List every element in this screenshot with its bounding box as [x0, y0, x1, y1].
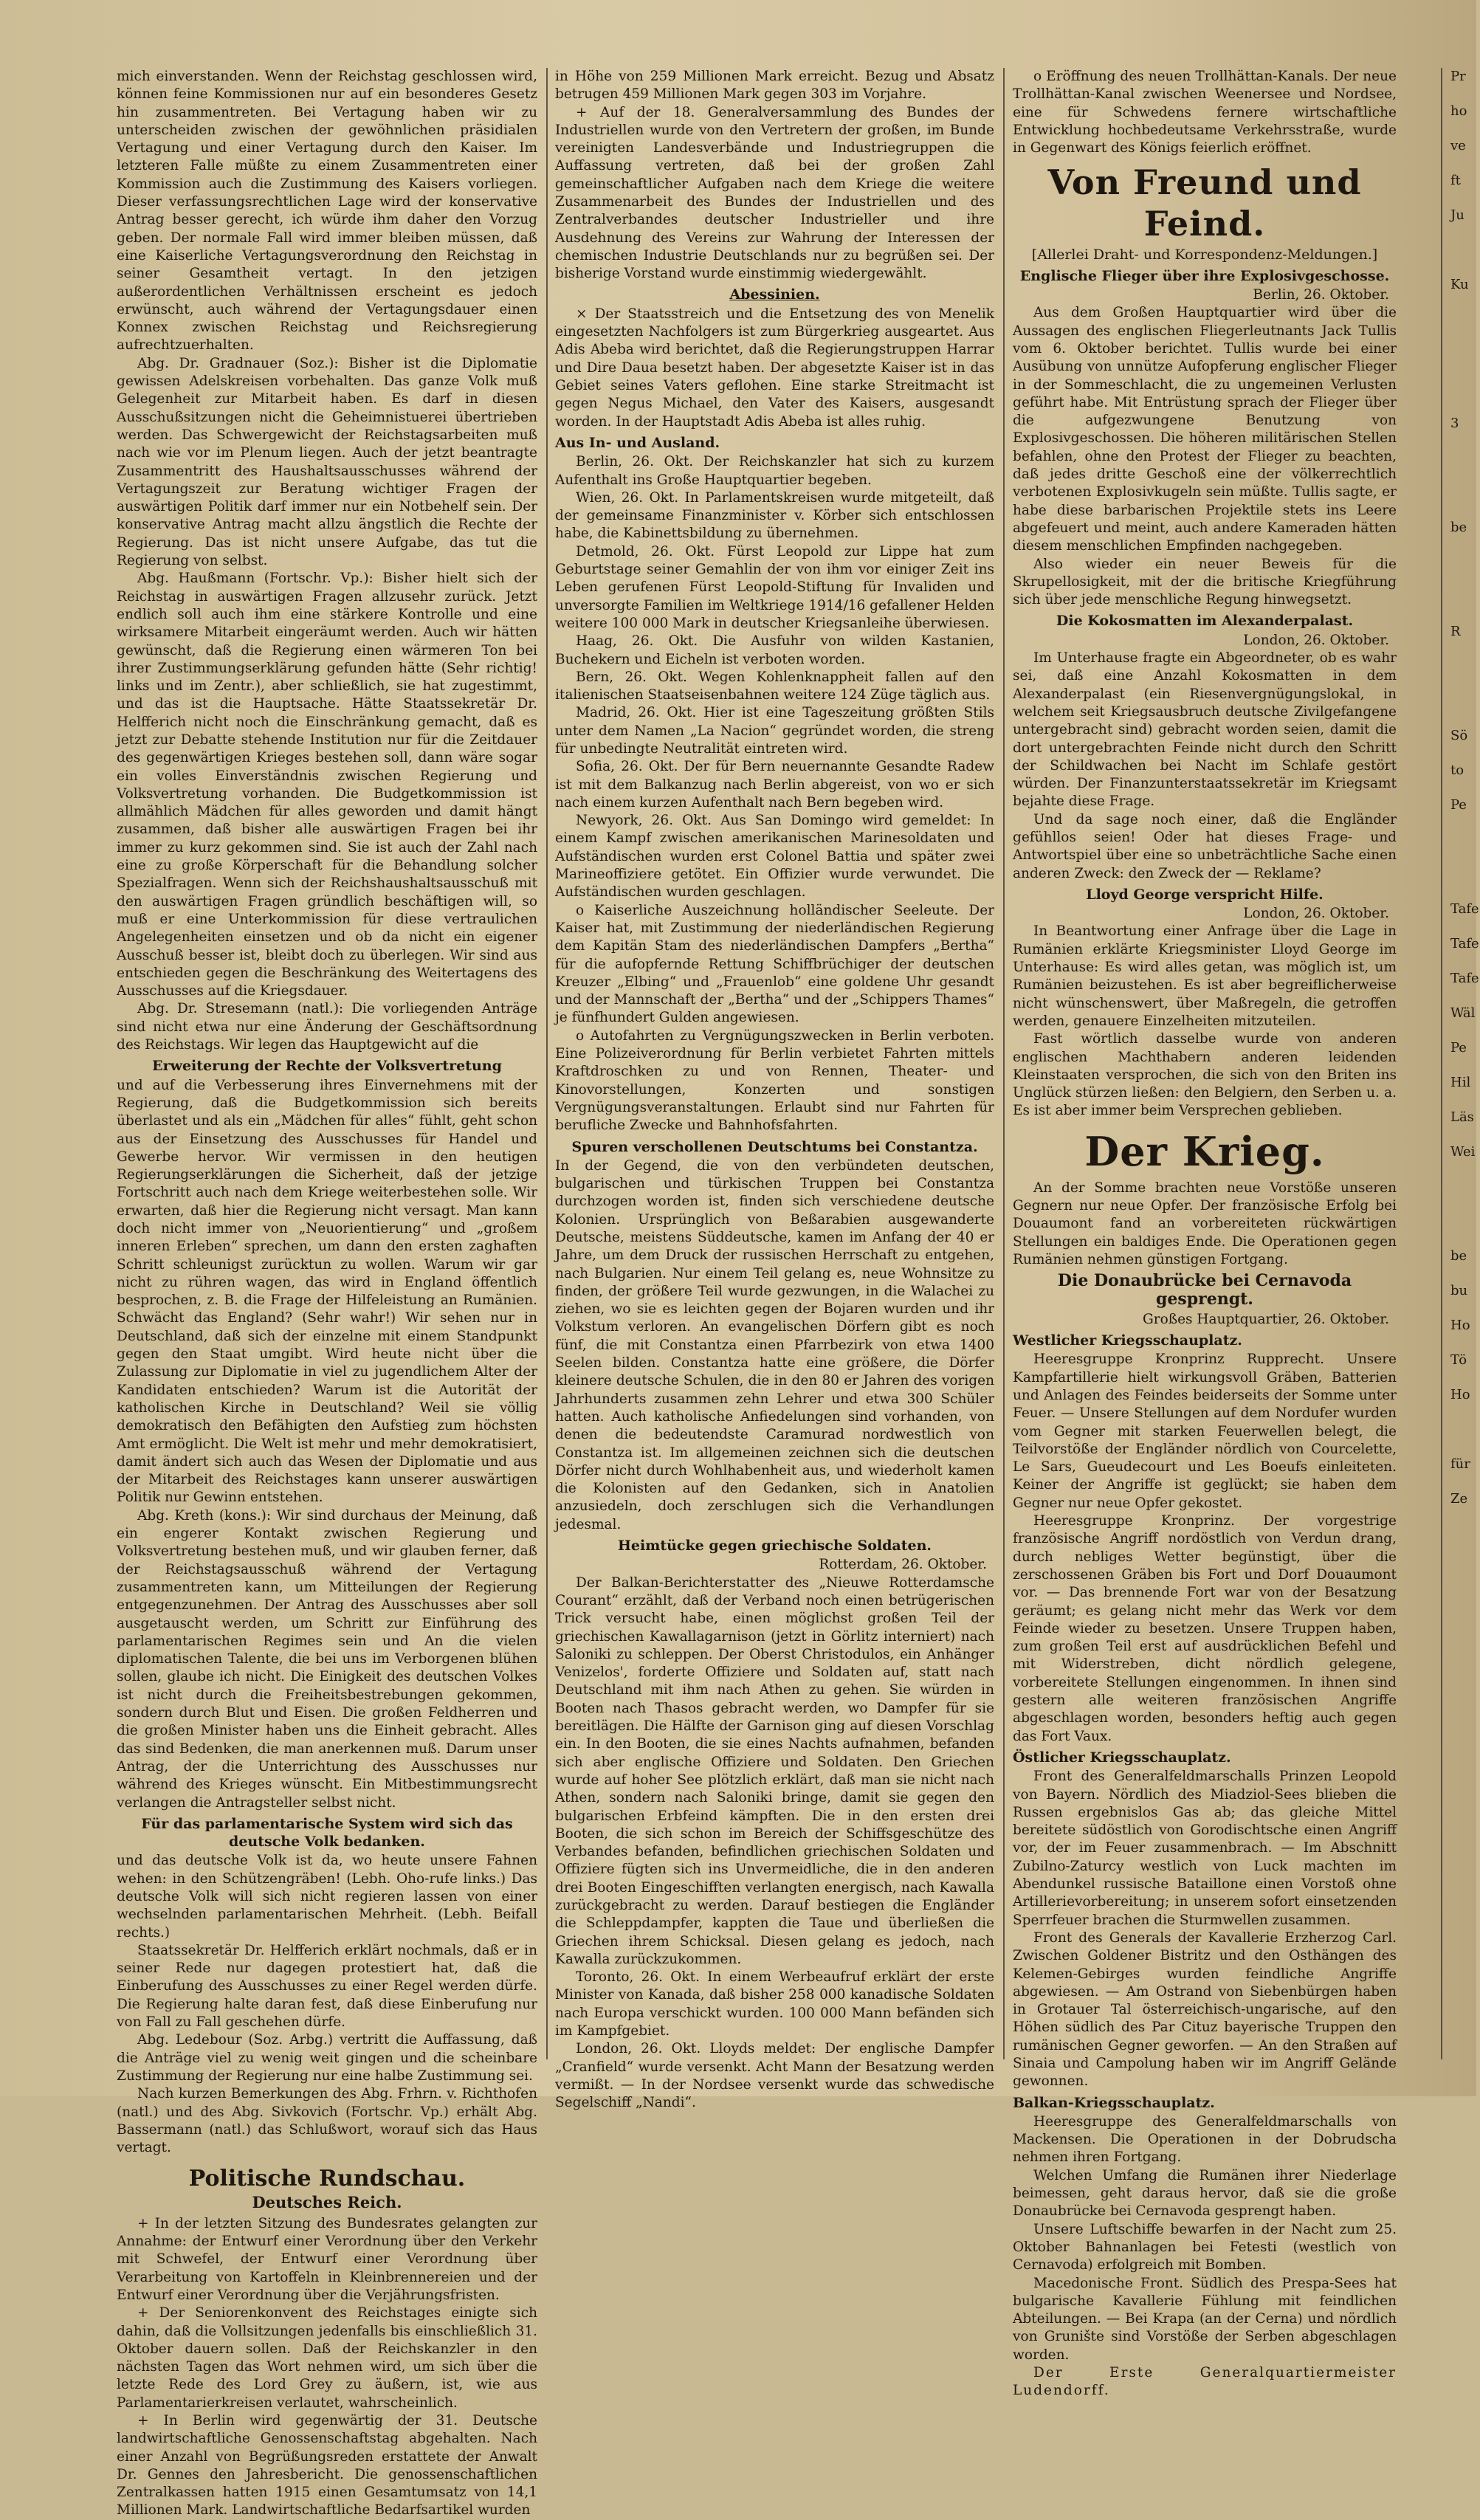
edge-fragment	[1450, 345, 1480, 380]
edge-fragment: Hil	[1450, 1075, 1471, 1090]
article-paragraph: Staatssekretär Dr. Helfferich erklärt nochmals, daß er in seiner Rede nur dagegen protestiert hat, daß die Einberufung des Ausschusses zu einer Regel werden dürfe. Die Regierung halte daran fest, daß diese Einberufung nur von Fall zu Fall geschehen dürfe.	[117, 1942, 537, 2031]
edge-fragment: Pe	[1450, 797, 1467, 813]
edge-fragment: ft	[1450, 173, 1461, 188]
news-item: Newyork, 26. Okt. Aus San Domingo wird gemeldet: In einem Kampf zwischen amerikanischen Marinesoldaten und Aufständischen wurden erst Colonel Battia und später zwei Marineoffiziere getötet. Ein Offizier wurde verwundet. Die Aufständischen wurden geschlagen.	[555, 813, 994, 901]
edge-fragment	[1450, 831, 1480, 866]
article-paragraph: und das deutsche Volk ist da, wo heute unsere Fahnen wehen: in den Schützengräben! (Lebh. Oho-rufe links.) Das deutsche Volk will sich nicht regieren lassen von einer wechselnden parlamentarischen Mehrheit. (Lebh. Beifall rechts.)	[117, 1853, 537, 1941]
news-item: Wien, 26. Okt. In Parlamentskreisen wurde mitgeteilt, daß der gemeinsame Finanzminister v. Körber sich entschlossen habe, die Kabinettsbildung zu übernehmen.	[555, 489, 994, 542]
edge-fragment: Pr	[1450, 69, 1466, 84]
dateline: Berlin, 26. Oktober.	[1253, 287, 1389, 303]
news-item: Madrid, 26. Okt. Hier ist eine Tageszeitung größten Stils unter dem Namen „La Nacion“ gegründet worden, die streng für unbedingte Neutralität eintreten wird.	[555, 705, 994, 757]
edge-fragment: Ho	[1450, 1387, 1470, 1402]
section-subheading: [Allerlei Draht- und Korrespondenz-Meldungen.]	[1031, 247, 1378, 264]
edge-fragment	[1450, 1213, 1480, 1247]
edge-fragment: Wäl	[1450, 1005, 1476, 1021]
edge-fragment	[1450, 450, 1480, 484]
article-paragraph: In der Gegend, die von den verbündeten deutschen, bulgarischen und türkischen Truppen bei Constantza durchzogen worden ist, finden sich verschiedene deutsche Kolonien. Ursprünglich von Beßarabien ausgewanderte Deutsche, meistens Süddeutsche, kamen im Anfang der 40 er Jahre, um dem Druck der russischen Herrschaft zu entgehen, nach Bulgarien. Nur einem Teil gelang es, neue Wohnsitze zu finden, der größere Teil wurde gezwungen, in die Walachei zu ziehen, wo sie es leichten gegen der Bojaren wurden und ihr Volkstum verloren. An evangelischen Dörfern gibt es noch fünf, die mit Constantza einen Pfarrbezirk von etwa 1400 Seelen bilden. Constantza hatte eine größere, die Dörfer kleinere deutsche Schulen, die in den 80 er Jahren des vorigen Jahrhunderts zusammen zehn Lehrer und etwa 300 Schüler hatten. Auch katholische Anfiedelungen sind vorhanden, von denen die bedeutendste Caramurad nordwestlich von Constantza ist. Im allgemeinen zeichnen sich die deutschen Dörfer nicht durch Wohlhabenheit aus, und wiederholt kamen die Kolonisten auf den Gedanken, sich in Anatolien anzusiedeln, doch zerschlugen sich die Verhandlungen jedesmal.	[555, 1157, 994, 1532]
column-rule	[1003, 68, 1005, 2059]
article-paragraph: Heeresgruppe Kronprinz Rupprecht. Unsere Kampfartillerie hielt wirkungsvoll Gräben, Batterien und Anlagen des Feindes beiderseits der Somme unter Feuer. — Unsere Stellungen auf dem Nordufer wurden vom Gegner mit starken Feuerwellen belegt, die Teilvorstöße der Engländer nördlich von Courcelette, Le Sars, Gueudecourt und Les Boeufs einleiteten. Keiner der Angriffe ist geglückt; sie haben dem Gegner nur neue Opfer gekostet.	[1013, 1352, 1397, 1511]
edge-fragment: Läs	[1450, 1109, 1474, 1125]
edge-fragments	[1450, 68, 1480, 1507]
article-paragraph: Abg. Ledebour (Soz. Arbg.) vertritt die Auffassung, daß die Anträge viel zu wenig weit gingen und die scheinbare Zustimmung der Regierung nur eine halbe Zustimmung sei.	[117, 2032, 537, 2084]
sub-heading: Englische Flieger über ihre Explosivgeschosse.	[1019, 267, 1390, 284]
article-paragraph: + In Berlin wird gegenwärtig der 31. Deutsche landwirtschaftliche Genossenschaftstag abgehalten. Nach einer Anzahl von Begrüßungsreden erstattete der Anwalt Dr. Gennes den Jahresbericht. Die genossenschaftlichen Zentralkassen hatten 1915 einen Gesamtumsatz von 14,1 Millionen Mark. Landwirtschaftliche Bedarfsartikel wurden	[117, 2413, 537, 2519]
sub-heading: Balkan-Kriegsschauplatz.	[1013, 2094, 1215, 2111]
article-paragraph: Abg. Kreth (kons.): Wir sind durchaus der Meinung, daß ein engerer Kontakt zwischen Regierung und Volksvertretung bestehen muß, und wir glauben ferner, daß der Reichstagsausschuß während der Vertagung zusammentreten kann, um Mitteilungen der Regierung entgegenzunehmen. Der Antrag des Ausschusses aber soll ausgetauscht werden, um Schritt zur Einführung des parlamentarischen Regimes sein und An die vielen diplomatischen Talente, die bei uns im Verborgenen blühen sollen, glaube ich nicht. Die Einigkeit des deutschen Volkes ist nicht durch die Freiheitsbestrebungen gekommen, sondern durch Blut und Eisen. Die großen Feldherren und die großen Minister haben uns die Einheit gebracht. Alles das sind Bedenken, die man anerkennen muß. Darum unser Antrag, der die Unterrichtung des Ausschusses nur während des Krieges wünscht. Ein Mitbestimmungsrecht verlangen die Antragsteller selbst nicht.	[117, 1507, 537, 1811]
section-heading: Von Freund und Feind.	[1047, 162, 1362, 244]
edge-fragment: ho	[1450, 103, 1467, 119]
article-paragraph: o Eröffnung des neuen Trollhättan-Kanals. Der neue Trollhättan-Kanal zwischen Weenersee und Nordsee, eine für Schwedens fernere wirtschaftliche Entwicklung hochbedeutsame Verkehrsstraße, wurde in Gegenwart des Königs feierlich eröffnet.	[1013, 69, 1397, 156]
dateline: Großes Hauptquartier, 26. Oktober.	[1142, 1311, 1389, 1327]
column-3	[1013, 68, 1397, 2399]
article-paragraph: Aus dem Großen Hauptquartier wird über die Aussagen des englischen Fliegerleutnants Jack Tullis vom 6. Oktober berichtet. Tullis wurde bei einer Ausübung von unnütze Aufopferung englischer Flieger in der Sommeschlacht, die zu ungemeinen Verlusten geführt habe. Mit Entrüstung sprach der Flieger über die aufgezwungene Benutzung von Explosivgeschossen. Die höheren militärischen Stellen befahlen, ohne den Protest der Flieger zu beachten, daß jedes dritte Geschoß eine der völkerrechtlich verbotenen Explosivkugeln sein müßte. Tullis sagte, er habe diese barbarischen Projektile stets ins Leere abgefeuert und meint, auch andere Kameraden hätten diesem menschlichen Empfinden nachgegeben.	[1013, 305, 1397, 554]
dateline: London, 26. Oktober.	[1243, 906, 1389, 922]
section-subheading: Deutsches Reich.	[252, 2193, 402, 2212]
column-4-edge	[1450, 68, 1480, 2067]
sub-heading: Die Donaubrücke bei Cernavoda gesprengt.	[1057, 1271, 1352, 1309]
article-paragraph: und auf die Verbesserung ihres Einvernehmens mit der Regierung, daß die Budgetkommission sich bereits überlastet und als ein „Mädchen für alles“ fühlt, geht schon aus der Einsetzung des Ausschusses für Handel und Gewerbe hervor. Wir vermissen in den heutigen Regierungserklärungen die Sicherheit, daß der jetzige Fortschritt auch nach dem Kriege weiterbestehen solle. Wir erwarten, daß hier die Regierung nicht versagt. Man kann doch nicht immer von „Neuorientierung“ und „großem inneren Erleben“ sprechen, um dann den ersten zaghaften Schritt schleunigst zurücktun zu wollen. Warum wir gar nicht zu rühren wagen, das wird in England öffentlich besprochen, z. B. die Frage der Hilfeleistung an Rumänien. Schwächt das England? (Sehr wahr!) Wir sehen nur in Deutschland, daß sich der einzelne mit einem Standpunkt gegen den Staat umgibt. Wird heute nicht über die Zulassung zur Diplomatie in viel zu jugendlichem Alter der Kandidaten entschieden? Warum ist die Autorität der katholischen Kirche in Deutschland? Weil sie völlig demokratisch den Befähigten den Aufstieg zum höchsten Amt ermöglicht. Die Welt ist mehr und mehr demokratisiert, damit ändert sich auch das Wesen der Diplomatie und aus der Mitarbeit des Reichstages kann unserer auswärtigen Politik nur Gewinn entstehen.	[117, 1077, 537, 1506]
article-paragraph: o Autofahrten zu Vergnügungszwecken in Berlin verboten. Eine Polizeiverordnung für Berlin verbietet Fahrten mittels Kraftdroschken zu und von Rennen, Theater- und Kinovorstellungen, Konzerten und sonstigen Vergnügungsveranstaltungen. Erlaubt sind nur Fahrten für berufliche Zwecke und Bahnhofsfahrten.	[555, 1027, 994, 1134]
article-paragraph: Nach kurzen Bemerkungen des Abg. Frhrn. v. Richthofen (natl.) und des Abg. Sivkovich (Fortschr. Vp.) erhält Abg. Bassermann (natl.) das Schlußwort, worauf sich das Haus vertagt.	[117, 2086, 537, 2156]
sub-heading: Heimtücke gegen griechische Soldaten.	[617, 1538, 932, 1555]
section-heading: Der Krieg.	[1084, 1127, 1325, 1175]
article-paragraph: in Höhe von 259 Millionen Mark erreicht. Bezug und Absatz betrugen 459 Millionen Mark gegen 303 im Vorjahre.	[555, 69, 994, 103]
article-paragraph: Fast wörtlich dasselbe wurde von anderen englischen Machthabern anderen leidenden Kleinstaaten versprochen, die sich von den Briten ins Unglück stürzen ließen: den Belgiern, den Serben u. a. Es ist aber immer beim Versprechen geblieben.	[1013, 1031, 1397, 1119]
edge-fragment	[1450, 484, 1480, 519]
article-paragraph: Heeresgruppe des Generalfeldmarschalls von Mackensen. Die Operationen in der Dobrudscha nehmen ihren Fortgang.	[1013, 2113, 1397, 2166]
article-paragraph: Abg. Dr. Gradnauer (Soz.): Bisher ist die Diplomatie gewissen Adelskreisen vorbehalten. Das ganze Volk muß Gelegenheit zur Mitarbeit haben. Es darf in diesen Ausschußsitzungen nicht die Geheimnistuerei übertrieben werden. Das Schwergewicht der Reichstagsarbeiten muß nach wie vor im Plenum liegen. Auch der jetzt beantragte Zusammentritt des Haushaltsausschusses während der Vertagungszeit zur Beratung wichtiger Fragen der auswärtigen Politik darf immer nur ein Notbehelf sein. Der konservative Antrag macht allzu ängstlich die Rechte der Regierung. Das ist nicht unsere Aufgabe, das tut die Regierung von selbst.	[117, 355, 537, 569]
news-item: Detmold, 26. Okt. Fürst Leopold zur Lippe hat zum Geburtstage seiner Gemahlin der von ihm vor einiger Zeit ins Leben gerufenen Fürst Leopold-Stiftung für Invaliden und unversorgte Familien im Weltkriege 1914/16 gefallener Helden weitere 100 000 Mark in deutscher Kriegsanleihe überwiesen.	[555, 543, 994, 631]
article-paragraph: Abg. Haußmann (Fortschr. Vp.): Bisher hielt sich der Reichstag in auswärtigen Fragen allzusehr zurück. Jetzt endlich soll auch ihm eine stärkere Kontrolle und eine wirksamere Mitarbeit eingeräumt werden. Auch wir hätten gewünscht, daß die Regierung einen wärmeren Ton bei ihrer Zustimmungserklärung gefunden hätte (Sehr richtig! links und im Zentr.), aber schließlich, sie hat zugestimmt, und das ist die Hauptsache. Hätte Staatssekretär Dr. Helfferich nicht noch die Einschränkung gemacht, daß es jetzt zur Debatte stehende Institution nur für die Zeitdauer des gegenwärtigen Krieges bestehen soll, dann wäre sogar ein volles Einverständnis zwischen Regierung und Volksvertretung vorhanden. Die Budgetkommission ist allmählich Mädchen für alles geworden und damit hängt zusammen, daß bisher alle auswärtigen Fragen bei ihr immer zu kurz gekommen sind. Sie ist auch der Zahl nach eine zu große Körperschaft für die Behandlung solcher Spezialfragen. Wenn sich der Reichshaushaltsausschuß mit den auswärtigen Fragen gründlich beschäftigen will, so muß er eine Unterkommission für diese vertraulichen Angelegenheiten einsetzen und ob da nicht ein eigener Ausschuß besser ist, bleibt doch zu überlegen. Wir sind aus entschieden gegen die Beschränkung des Weitertagens des Ausschusses auf die Kriegsdauer.	[117, 571, 537, 999]
edge-fragment: Tö	[1450, 1352, 1467, 1368]
dateline: Rotterdam, 26. Oktober.	[819, 1557, 987, 1573]
edge-fragment	[1450, 311, 1480, 345]
article-paragraph: Welchen Umfang die Rumänen ihrer Niederlage beimessen, geht daraus hervor, daß sie die große Donaubrücke bei Cernavoda gesprengt haben.	[1013, 2167, 1397, 2220]
article-paragraph: Unsere Luftschiffe bewarfen in der Nacht zum 25. Oktober Bahnanlagen bei Fetesti (westlich von Cernavoda) erfolgreich mit Bomben.	[1013, 2221, 1397, 2273]
column-rule	[1441, 68, 1442, 2059]
edge-fragment: be	[1450, 520, 1467, 535]
edge-fragment: Ku	[1450, 277, 1469, 292]
edge-fragment	[1450, 692, 1480, 727]
section-heading: Politische Rundschau.	[188, 2166, 466, 2192]
article-paragraph: Front des Generals der Kavallerie Erzherzog Carl. Zwischen Goldener Bistritz und den Osthängen des Kelemen-Gebirges wurden feindliche Angriffe abgewiesen. — Am Ostrand von Siebenbürgen haben in Grotauer Tal österreichisch-ungarische, auf den Höhen südlich des Par Cituz bayerische Truppen den rumänischen Gegner geworfen. — An den Straßen auf Sinaia und Campolung haben wir im Angriff Gelände gewonnen.	[1013, 1929, 1397, 2090]
edge-fragment: Tafe	[1450, 936, 1479, 951]
article-paragraph: o Kaiserliche Auszeichnung holländischer Seeleute. Der Kaiser hat, mit Zustimmung der niederländischen Regierung dem Kapitän Stam des niederländischen Dampfers „Bertha“ für die aufopfernde Rettung Schiffbrüchiger der deutschen Kreuzer „Elbing“ und „Frauenlob“ eine goldene Uhr gesandt und der Mannschaft der „Bertha“ und der „Schippers Thames“ je fünfhundert Gulden angewiesen.	[555, 902, 994, 1026]
edge-fragment: Sö	[1450, 728, 1468, 743]
news-item: Berlin, 26. Okt. Der Reichskanzler hat sich zu kurzem Aufenthalt ins Große Hauptquartier begeben.	[555, 454, 994, 488]
edge-fragment	[1450, 1178, 1480, 1213]
edge-fragment	[1450, 588, 1480, 623]
edge-fragment: be	[1450, 1248, 1467, 1264]
article-paragraph: Abg. Dr. Stresemann (natl.): Die vorliegenden Anträge sind nicht etwa nur eine Änderung der Geschäftsordnung des Reichstags. Wir legen das Hauptgewicht auf die	[117, 1001, 537, 1053]
signature-line: Der Erste Generalquartiermeister Ludendorff.	[1013, 2365, 1397, 2399]
sub-heading: Die Kokosmatten im Alexanderpalast.	[1056, 613, 1354, 630]
edge-fragment	[1450, 658, 1480, 692]
sub-heading: Aus In- und Ausland.	[555, 434, 720, 451]
article-paragraph: + Auf der 18. Generalversammlung des Bundes der Industriellen wurde von den Vertretern der großen, im Bunde vereinigten Landesverbände und Industriegruppen die Auffassung vertreten, daß bei der großen Zahl gemeinschaftlicher Aufgaben nach dem Kriege die weitere Zusammenarbeit des Bundes der Industriellen und des Zentralverbandes deutscher Industrieller und ihre Ausdehnung des Vereins zur Wahrung der Interessen der chemischen Industrie Deutschlands nur zu begrüßen sei. Der bisherige Vorstand wurde einstimmig wiedergewählt.	[555, 104, 994, 282]
edge-fragment: bu	[1450, 1283, 1468, 1298]
sub-heading: Abessinien.	[729, 286, 820, 303]
column-2	[555, 68, 994, 2111]
edge-fragment: Wei	[1450, 1144, 1476, 1160]
edge-fragment	[1450, 241, 1480, 276]
edge-fragment: für	[1450, 1456, 1470, 1472]
article-paragraph: In Beantwortung einer Anfrage über die Lage in Rumänien erklärte Kriegsminister Lloyd George im Unterhause: Es wird alles getan, was möglich ist, um Rumänien beizustehen. Es ist aber begreiflicherweise nicht wünschenswert, über Maßregeln, die getroffen werden, genauere Einzelheiten mitzuteilen.	[1013, 923, 1397, 1029]
edge-fragment	[1450, 1421, 1480, 1456]
article-paragraph: Der Balkan-Berichterstatter des „Nieuwe Rotterdamsche Courant“ erzählt, daß der Verband noch einen betrügerischen Trick versucht habe, einen möglichst großen Teil der griechischen Kawallagarnison (jetzt in Görlitz interniert) nach Saloniki zu schleppen. Der Oberst Christodulos, ein Anhänger Venizelos', forderte Offiziere und Soldaten auf, statt nach Deutschland mit ihm nach Athen zu gehen. Sie würden in Booten nach Thasos gebracht werden, wo Dampfer für sie bereitlägen. Die Hälfte der Garnison ging auf diesen Vorschlag ein. In den Booten, die sie eines Nachts aufnahmen, befanden sich aber englische Offiziere und Soldaten. Den Griechen wurde auf hoher See plötzlich erklärt, daß man sie nicht nach Athen, sondern nach Saloniki bringe, damit sie gegen den bulgarischen Erbfeind kämpften. Die in den ersten drei Booten, die sich schon im Bereich der Schiffsgeschütze des Verbandes befanden, befindlichen griechischen Soldaten und Offiziere fügten sich ins Unvermeidliche, die in den anderen drei Booten Eingeschifften verlangten energisch, nach Kawalla zurückgebracht zu werden. Darauf bestiegen die Engländer die Schleppdampfer, kappten die Taue und überließen die Griechen ihrem Schicksal. Diesen gelang es jedoch, nach Kawalla zurückzukommen.	[555, 1574, 994, 1967]
sub-heading: Westlicher Kriegsschauplatz.	[1013, 1332, 1242, 1349]
sub-heading: Erweiterung der Rechte der Volksvertretung	[152, 1058, 502, 1075]
news-item: Bern, 26. Okt. Wegen Kohlenknappheit fallen auf den italienischen Staatseisenbahnen weitere 124 Züge täglich aus.	[555, 669, 994, 703]
column-rule	[546, 68, 548, 2059]
article-paragraph: Front des Generalfeldmarschalls Prinzen Leopold von Bayern. Nördlich des Miadziol-Sees blieben die Russen ergebnislos Gas ab; das gleiche Mittel bereitete südöstlich von Gorodischtsche einen Angriff vor, der im Feuer zusammenbrach. — Im Abschnitt Zubilno-Zaturcy westlich von Luck machten im Abendunkel russische Bataillone einen Vorstoß ohne Artillerievorbereitung; in unserem sofort einsetzenden Sperrfeuer brachen die Sturmwellen zusammen.	[1013, 1769, 1397, 1928]
news-item: Sofia, 26. Okt. Der für Bern neuernannte Gesandte Radew ist mit dem Balkanzug nach Berlin abgereist, von wo er sich nach einem kurzen Aufenthalt nach Bern begeben wird.	[555, 759, 994, 810]
article-paragraph: Heeresgruppe Kronprinz. Der vorgestrige französische Angriff nordöstlich von Verdun drang, durch nebliges Wetter begünstigt, über die zerschossenen Gräben bis Fort und Dorf Douaumont vor. — Das brennende Fort war von der Besatzung geräumt; es gelang nicht mehr das Werk vor dem Feinde wieder zu besetzen. Unsere Truppen haben, zum großen Teil erst auf ausdrücklichen Befehl und mit Widerstreben, dicht nördlich gelegene, vorbereitete Stellungen eingenommen. In ihnen sind gestern alle weiteren französischen Angriffe abgeschlagen worden, besonders heftig auch gegen das Fort Vaux.	[1013, 1513, 1397, 1744]
sub-heading: Lloyd George verspricht Hilfe.	[1086, 886, 1324, 903]
dateline: London, 26. Oktober.	[1243, 632, 1389, 648]
edge-fragment: Pe	[1450, 1040, 1467, 1056]
news-item: Haag, 26. Okt. Die Ausfuhr von wilden Kastanien, Buchekern und Eicheln ist verboten worden.	[555, 633, 994, 667]
sub-heading: Spuren verschollenen Deutschtums bei Constantza.	[571, 1138, 978, 1155]
article-paragraph: × Der Staatsstreich und die Entsetzung des von Menelik eingesetzten Nachfolgers ist zum Bürgerkrieg ausgeartet. Aus Adis Abeba wird berichtet, daß die Regierungstruppen Harrar und Dire Daua besetzt haben. Der abgesetzte Kaiser ist in das Gebiet seines Vaters geflohen. Eine starke Streitmacht ist gegen Negus Michael, den Vater des Kaisers, ausgesandt worden. In der Hauptstadt Adis Abeba ist alles ruhig.	[555, 306, 994, 430]
article-paragraph: Also wieder ein neuer Beweis für die Skrupellosigkeit, mit der die britische Kriegführung sich über jede menschliche Regung hinwegsetzt.	[1013, 556, 1397, 608]
edge-fragment	[1450, 380, 1480, 415]
edge-fragment: Tafe	[1450, 901, 1479, 917]
edge-fragment: Ju	[1450, 207, 1464, 223]
edge-fragment	[1450, 866, 1480, 901]
edge-fragment: Tafe	[1450, 971, 1479, 986]
edge-fragment: Ze	[1450, 1491, 1468, 1507]
article-paragraph: + Der Seniorenkonvent des Reichstages einigte sich dahin, daß die Vollsitzungen jedenfalls bis einschließlich 31. Oktober dauern sollen. Daß der Reichskanzler in den nächsten Tagen das Wort nehmen wird, um sich über die letzte Rede des Lord Grey zu äußern, ist, wie aus Parlamentarierkreisen verlautet, wahrscheinlich.	[117, 2305, 537, 2411]
news-item: Toronto, 26. Okt. In einem Werbeaufruf erklärt der erste Minister von Kanada, daß bisher 258 000 kanadische Soldaten nach Europa verschickt wurden. 100 000 Mann befänden sich im Kampfgebiet.	[555, 1969, 994, 2039]
article-paragraph: Im Unterhause fragte ein Abgeordneter, ob es wahr sei, daß eine Anzahl Kokosmatten in dem Alexanderpalast (ein Riesenvergnügungslokal, in welchem seit Kriegsausbruch deutsche Zivilgefangene untergebracht sind) gebracht worden seien, damit die dort untergebrachten Feinde nicht durch den Schritt der Schildwachen bei Nacht im Schlafe gestört würden. Der Finanzunterstaatssekretär im Kriegsamt bejahte diese Frage.	[1013, 650, 1397, 810]
edge-fragment: ve	[1450, 138, 1466, 154]
article-paragraph: An der Somme brachten neue Vorstöße unseren Gegnern nur neue Opfer. Der französische Erfolg bei Douaumont fand an vorbereiteten rückwärtigen Stellungen ein baldiges Ende. Die Operationen gegen Rumänien nehmen günstigen Fortgang.	[1013, 1180, 1397, 1267]
sub-heading: Östlicher Kriegsschauplatz.	[1013, 1749, 1231, 1766]
article-paragraph: + In der letzten Sitzung des Bundesrates gelangten zur Annahme: der Entwurf einer Verordnung über den Verkehr mit Schwefel, der Entwurf einer Verordnung über Verarbeitung von Kartoffeln in Kleinbrennereien und der Entwurf einer Verordnung über die Verjährungsfristen.	[117, 2215, 537, 2303]
edge-fragment	[1450, 554, 1480, 588]
edge-fragment: R	[1450, 624, 1461, 639]
article-paragraph: Macedonische Front. Südlich des Prespa-Sees hat bulgarische Kavallerie Fühlung mit feindlichen Abteilungen. — Bei Krapa (an der Cerna) und nördlich von Grunište sind Vorstöße der Serben abgeschlagen worden.	[1013, 2275, 1397, 2363]
edge-fragment: Ho	[1450, 1318, 1470, 1333]
article-paragraph: Und da sage noch einer, daß die Engländer gefühllos seien! Oder hat dieses Frage- und Antwortspiel über eine so unbeträchtliche Sache einen anderen Zweck: den Zweck der — Reklame?	[1013, 811, 1397, 881]
sub-heading: Für das parlamentarische System wird sich das deutsche Volk bedanken.	[141, 1815, 513, 1851]
edge-fragment: 3	[1450, 416, 1459, 431]
column-1	[117, 68, 537, 2519]
news-item: London, 26. Okt. Lloyds meldet: Der englische Dampfer „Cranfield“ wurde versenkt. Acht Mann der Besatzung werden vermißt. — In der Nordsee versenkt wurde das schwedische Segelschiff „Nandi“.	[555, 2041, 994, 2111]
edge-fragment: to	[1450, 762, 1464, 778]
article-paragraph: mich einverstanden. Wenn der Reichstag geschlossen wird, können feine Kommissionen nur auf ein besonderes Gesetz hin zusammentreten. Bei Vertagung haben wir zu unterscheiden zwischen der gewöhnlichen präsidialen Vertagung und einer Vertagung durch den Kaiser. Im letzteren Falle müßte zu einem Zusammentreten einer Kommission auch die Zustimmung des Kaisers vorliegen. Dieser verfassungsrechtlichen Lage wird der konservative Antrag besser gerecht, ich würde ihm daher den Vorzug geben. Der normale Fall wird immer bleiben müssen, daß eine Kaiserliche Vertagungsverordnung den Reichstag in seiner Gesamtheit vertagt. In den jetzigen außerordentlichen Verhältnissen erscheint es jedoch erwünscht, auch während der Vertagungsdauer einen Konnex zwischen Reichstag und Reichsregierung aufrechtzuerhalten.	[117, 69, 537, 354]
